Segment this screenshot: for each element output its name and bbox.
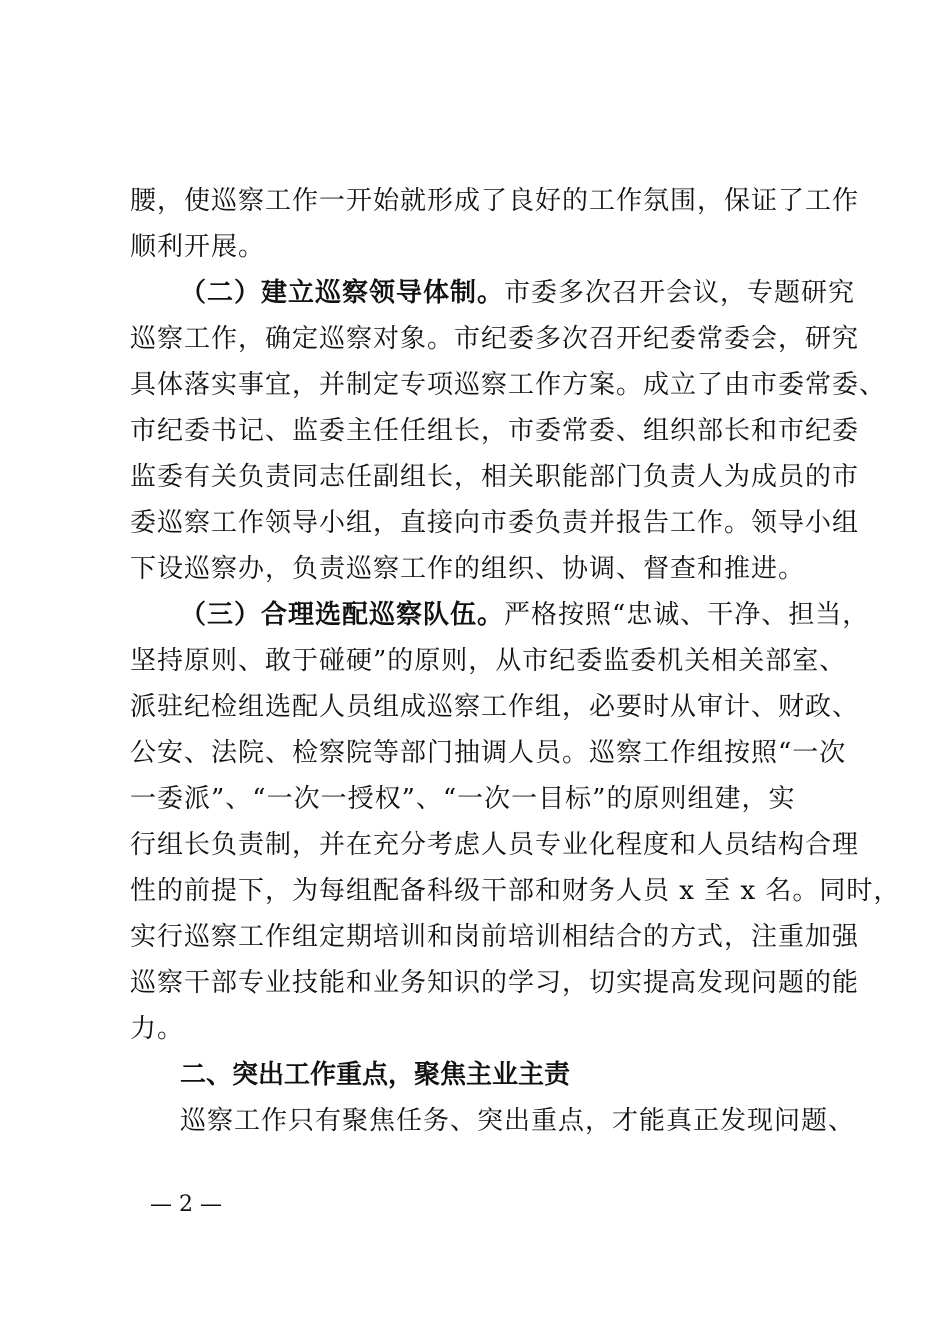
page-number: — 2 —	[150, 1192, 222, 1217]
text-line: 巡察工作，确定巡察对象。市纪委多次召开纪委常委会，研究	[130, 324, 860, 354]
body-text	[130, 178, 901, 1144]
text-line: 委巡察工作领导小组，直接向市委负责并报告工作。领导小组	[130, 508, 860, 538]
text-line: 派驻纪检组选配人员组成巡察工作组，必要时从审计、财政、	[130, 692, 860, 722]
text-line: 巡察干部专业技能和业务知识的学习，切实提高发现问题的能	[130, 968, 860, 998]
text-line: 坚持原则、敢于碰硬”的原则，从市纪委监委机关相关部室、	[130, 646, 847, 676]
section-2-first-line	[130, 270, 856, 316]
text-line: 一委派”、“一次一授权”、“一次一目标”的原则组建，实	[130, 784, 796, 814]
text-line: 市纪委书记、监委主任任组长，市委常委、组织部长和市纪委	[130, 416, 860, 446]
text-line: 腰，使巡察工作一开始就形成了良好的工作氛围，保证了工作	[130, 186, 860, 216]
text-line: 公安、法院、检察院等部门抽调人员。巡察工作组按照“一次	[130, 738, 847, 768]
text-line: 监委有关负责同志任副组长，相关职能部门负责人为成员的市	[130, 462, 860, 492]
text-line: 具体落实事宜，并制定专项巡察工作方案。成立了由市委常委、	[130, 370, 887, 400]
text-line: 顺利开展。	[130, 232, 266, 262]
text-line: 巡察工作只有聚焦任务、突出重点，才能真正发现问题、	[180, 1106, 856, 1136]
section-2-lead: （二）建立巡察领导体制。	[180, 278, 505, 308]
section-3-first-line-rest: 严格按照“忠诚、干净、担当，	[504, 600, 870, 630]
section-3-lead: （三）合理选配巡察队伍。	[180, 600, 505, 630]
text-line: 实行巡察工作组定期培训和岗前培训相结合的方式，注重加强	[130, 922, 860, 952]
text-line: 下设巡察办，负责巡察工作的组织、协调、督查和推进。	[130, 554, 806, 584]
section-3-first-line	[130, 592, 870, 638]
text-line: 行组长负责制，并在充分考虑人员专业化程度和人员结构合理	[130, 830, 860, 860]
section-2-first-line-rest: 市委多次召开会议，专题研究	[504, 278, 856, 308]
text-line: 力。	[130, 1014, 185, 1044]
text-line: 性的前提下，为每组配备科级干部和财务人员 x 至 x 名。同时，	[130, 876, 901, 906]
section-heading: 二、突出工作重点，聚焦主业主责	[180, 1060, 571, 1090]
